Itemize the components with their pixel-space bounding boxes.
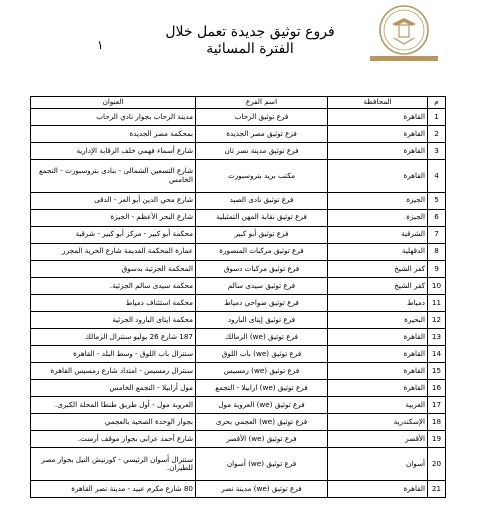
cell-number: 6 — [428, 209, 446, 226]
cell-governorate: القاهرة — [328, 143, 428, 160]
column-header-branch: اسم الفرع — [196, 97, 328, 109]
cell-governorate: كفر الشيخ — [328, 277, 428, 294]
cell-number: 8 — [428, 243, 446, 260]
cell-number: 15 — [428, 363, 446, 380]
cell-address: المحكمة الجزئية بدسوق — [31, 260, 196, 277]
table-header-row — [31, 97, 446, 109]
table-row — [31, 380, 446, 397]
cell-branch: فرع توثيق (we) رمسيس — [196, 363, 328, 380]
cell-number: 16 — [428, 380, 446, 397]
cell-governorate: الغربية — [328, 397, 428, 414]
cell-branch: فرع توثيق (we) الأقصر — [196, 431, 328, 448]
cell-governorate: الجيزة — [328, 209, 428, 226]
table-row — [31, 226, 446, 243]
cell-address: 187 شارع 26 يوليو سنترال الزمالك — [31, 329, 196, 346]
title-line-1: فروع توثيق جديدة تعمل خلال — [165, 24, 335, 40]
cell-address: عمارة المحكمة القديمة شارع الحرية المجزر — [31, 243, 196, 260]
table-row — [31, 414, 446, 431]
cell-address: 80 شارع مكرم عبيد - مدينة نصر القاهرة — [31, 480, 196, 497]
cell-address: شارع التسعين الشمالى - بنادى بتروسبورت - التجمع الخامس — [31, 160, 196, 192]
column-header-number: م — [428, 97, 446, 109]
cell-governorate: الإسكندرية — [328, 414, 428, 431]
cell-branch: فرع توثيق مركبات دسوق — [196, 260, 328, 277]
cell-address: العروبة مول - أول طريق طنطا المحلة الكبرى. — [31, 397, 196, 414]
cell-address: محكمة ايتاى البارود الجزئية — [31, 311, 196, 328]
cell-branch: فرع توثيق سيدى سالم — [196, 277, 328, 294]
cell-branch: فرع توثيق (we) مدينة نصر — [196, 480, 328, 497]
cell-number: 3 — [428, 143, 446, 160]
cell-address: شارع أسماء فهمي خلف الرقابة الإدارية — [31, 143, 196, 160]
cell-branch: فرع توثيق الرحاب — [196, 109, 328, 126]
cell-number: 1 — [428, 109, 446, 126]
cell-number: 10 — [428, 277, 446, 294]
table-row — [31, 431, 446, 448]
cell-number: 11 — [428, 294, 446, 311]
ministry-of-justice-logo — [366, 4, 462, 62]
cell-address: شارع أحمد عرابى بجوار موقف أرمنت. — [31, 431, 196, 448]
cell-governorate: دمياط — [328, 294, 428, 311]
table-row — [31, 448, 446, 480]
cell-branch: فرع توثيق (we) باب اللوق — [196, 346, 328, 363]
table-row — [31, 243, 446, 260]
cell-branch: فرع توثيق مركبات المنصورة — [196, 243, 328, 260]
table-row — [31, 192, 446, 209]
cell-number: 9 — [428, 260, 446, 277]
table-row — [31, 126, 446, 143]
table-row — [31, 109, 446, 126]
eagle-emblem-icon — [366, 4, 462, 62]
cell-governorate: الأقصر — [328, 431, 428, 448]
cell-governorate: القاهرة — [328, 480, 428, 497]
cell-address: بمحكمة مصر الجديدة — [31, 126, 196, 143]
cell-address: شارع محي الدين أبو العز - الدقى — [31, 192, 196, 209]
cell-branch: فرع توثيق (we) العروبة مول — [196, 397, 328, 414]
table-row — [31, 480, 446, 497]
table-row — [31, 397, 446, 414]
cell-address: شارع البحر الأعظم - الجيزة — [31, 209, 196, 226]
title-line-2: الفترة المسائية — [206, 41, 294, 57]
cell-address: سنترال أسوان الرئيسي - كورنيش النيل بجوار مصر للطيران. — [31, 448, 196, 480]
cell-number: 17 — [428, 397, 446, 414]
cell-branch: فرع توثيق أبو كبير — [196, 226, 328, 243]
table-row — [31, 209, 446, 226]
table-row — [31, 260, 446, 277]
cell-address: محكمة استئناف دمياط — [31, 294, 196, 311]
cell-address: بجوار الوحدة الصحية بالعجمي — [31, 414, 196, 431]
table-row — [31, 160, 446, 192]
cell-governorate: القاهرة — [328, 126, 428, 143]
cell-number: 14 — [428, 346, 446, 363]
cell-number: 18 — [428, 414, 446, 431]
table-row — [31, 143, 446, 160]
cell-governorate: القاهرة — [328, 109, 428, 126]
cell-address: محكمة سيدى سالم الجزئية. — [31, 277, 196, 294]
cell-branch: فرع توثيق (we) ارابيلا - التجمع — [196, 380, 328, 397]
cell-address: سنترال باب اللوق - وسط البلد - القاهرة — [31, 346, 196, 363]
branches-table — [30, 96, 446, 498]
cell-branch: فرع توثيق إيتاى البارود — [196, 311, 328, 328]
cell-number: 19 — [428, 431, 446, 448]
cell-branch: فرع توثيق مدينة نصر ثان — [196, 143, 328, 160]
cell-governorate: القاهرة — [328, 363, 428, 380]
cell-number: 4 — [428, 160, 446, 192]
page-number: ١ — [97, 38, 104, 52]
cell-number: 2 — [428, 126, 446, 143]
cell-governorate: القاهرة — [328, 160, 428, 192]
cell-branch: مكتب بريد بتروسبورت — [196, 160, 328, 192]
cell-number: 5 — [428, 192, 446, 209]
cell-branch: فرع توثيق (we) العجمي بحرى — [196, 414, 328, 431]
cell-governorate: القاهرة — [328, 380, 428, 397]
cell-branch: فرع توثيق نادى الصيد — [196, 192, 328, 209]
cell-branch: فرع توثيق (we) أسوان — [196, 448, 328, 480]
cell-number: 20 — [428, 448, 446, 480]
column-header-governorate: المحافظة — [328, 97, 428, 109]
cell-number: 12 — [428, 311, 446, 328]
table-row — [31, 329, 446, 346]
table-row — [31, 294, 446, 311]
page-title — [150, 24, 350, 58]
column-header-address: العنوان — [31, 97, 196, 109]
cell-address: محكمة أبو كبير - مركز أبو كبير - شرقية — [31, 226, 196, 243]
cell-number: 7 — [428, 226, 446, 243]
cell-governorate: الجيزة — [328, 192, 428, 209]
cell-branch: فرع توثيق (we) الزمالك — [196, 329, 328, 346]
cell-governorate: القاهرة — [328, 329, 428, 346]
cell-governorate: القاهرة — [328, 346, 428, 363]
cell-governorate: أسوان — [328, 448, 428, 480]
cell-branch: فرع توثيق نقابة المهن التمثيلية — [196, 209, 328, 226]
table-row — [31, 311, 446, 328]
cell-address: مول أرابيلا - التجمع الخامس — [31, 380, 196, 397]
table-row — [31, 363, 446, 380]
cell-address: مدينة الرحاب بجوار نادي الرحاب — [31, 109, 196, 126]
cell-governorate: الشرقية — [328, 226, 428, 243]
cell-governorate: البحيرة — [328, 311, 428, 328]
cell-number: 21 — [428, 480, 446, 497]
cell-governorate: الدقهلية — [328, 243, 428, 260]
cell-branch: فرع توثيق ضواحي دمياط — [196, 294, 328, 311]
cell-address: سنترال رمسيس - امتداد شارع رمسيس القاهرة — [31, 363, 196, 380]
cell-branch: فرع توثيق مصر الجديدة — [196, 126, 328, 143]
cell-number: 13 — [428, 329, 446, 346]
table-row — [31, 346, 446, 363]
table-row — [31, 277, 446, 294]
cell-governorate: كفر الشيخ — [328, 260, 428, 277]
